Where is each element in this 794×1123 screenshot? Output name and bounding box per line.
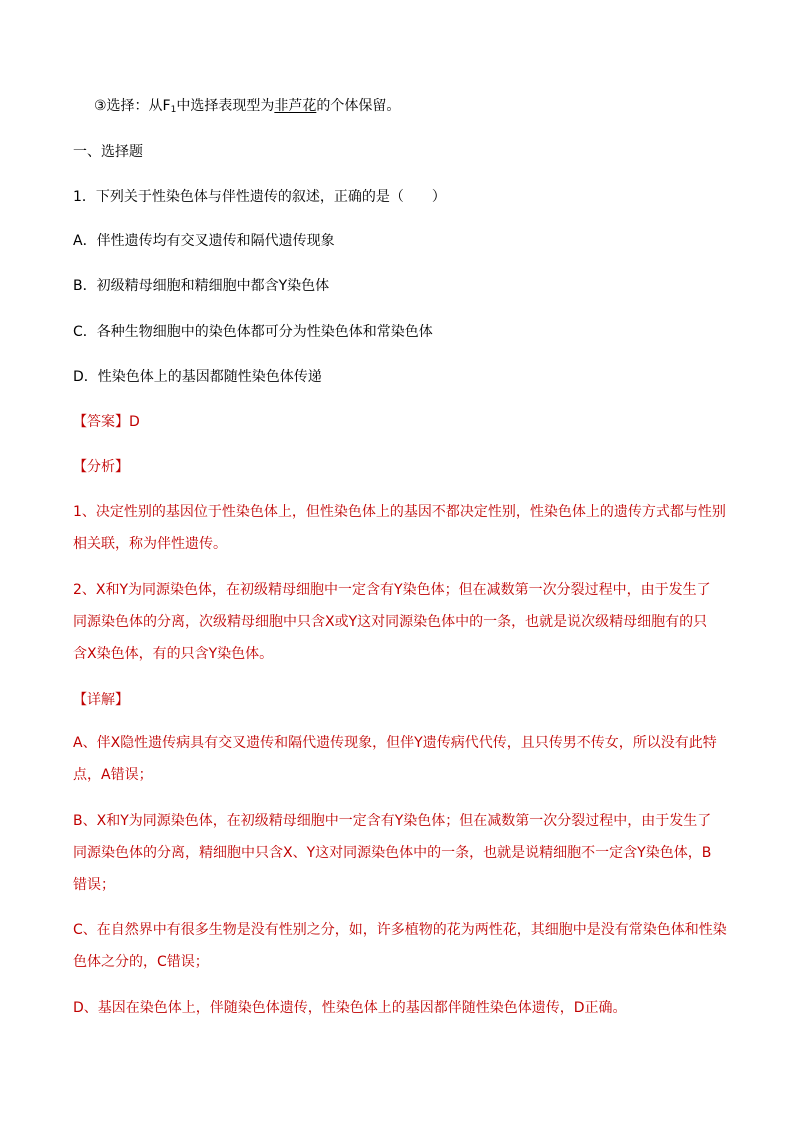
analysis-p1-line1: 1、决定性别的基因位于性染色体上，但性染色体上的基因不都决定性别，性染色体上的遗传方式都与性别 <box>73 504 726 520</box>
detail-b-line3: 错误； <box>73 877 115 893</box>
detail-a-line1: A、伴X隐性遗传病具有交叉遗传和隔代遗传现象，但伴Y遗传病代代传，且只传男不传女，所以没有此特 <box>73 735 717 751</box>
answer-value: D <box>129 414 140 430</box>
detail-c-line2: 色体之分的，C错误； <box>73 954 209 970</box>
intro-subscript: 1 <box>170 105 177 115</box>
analysis-p1-line2: 相关联，称为伴性遗传。 <box>73 536 227 552</box>
detail-tag: 【详解】 <box>73 692 129 708</box>
analysis-p2-line1: 2、X和Y为同源染色体，在初级精母细胞中一定含有Y染色体；但在减数第一次分裂过程中，由于发生了 <box>73 582 711 598</box>
analysis-tag: 【分析】 <box>73 459 129 475</box>
answer-tag: 【答案】 <box>73 414 129 430</box>
detail-b-line2: 同源染色体的分离，精细胞中只含X、Y这对同源染色体中的一条，也就是说精细胞不一定含Y染色体，B <box>73 845 712 861</box>
analysis-p2-line2: 同源染色体的分离，次级精母细胞中只含X或Y这对同源染色体中的一条，也就是说次级精母细胞有的只 <box>73 614 708 630</box>
intro-middle: 中选择表现型为 <box>176 98 275 114</box>
intro-underlined: 非芦花 <box>274 98 317 114</box>
analysis-p2-line3: 含X染色体，有的只含Y染色体。 <box>73 646 274 662</box>
intro-prefix: ③选择：从F <box>94 98 171 114</box>
intro-suffix: 的个体保留。 <box>316 98 401 114</box>
detail-b-line1: B、X和Y为同源染色体，在初级精母细胞中一定含有Y染色体；但在减数第一次分裂过程中，由于发生了 <box>73 813 712 829</box>
intro-line <box>94 96 754 120</box>
section-title: 一、选择题 <box>73 144 143 160</box>
option-d: D．性染色体上的基因都随性染色体传递 <box>73 369 322 385</box>
answer-line <box>73 412 733 432</box>
detail-a-line2: 点，A错误； <box>73 767 153 783</box>
detail-c-line1: C、在自然界中有很多生物是没有性别之分，如，许多植物的花为两性花，其细胞中是没有常染色体和性染 <box>73 922 727 938</box>
option-c: C．各种生物细胞中的染色体都可分为性染色体和常染色体 <box>73 324 433 340</box>
option-b: B．初级精母细胞和精细胞中都含Y染色体 <box>73 278 330 294</box>
detail-d-line1: D、基因在染色体上，伴随染色体遗传，性染色体上的基因都伴随性染色体遗传，D正确。 <box>73 1000 627 1016</box>
question-stem: 1．下列关于性染色体与伴性遗传的叙述，正确的是（ ） <box>73 189 446 205</box>
option-a: A．伴性遗传均有交叉遗传和隔代遗传现象 <box>73 233 335 249</box>
